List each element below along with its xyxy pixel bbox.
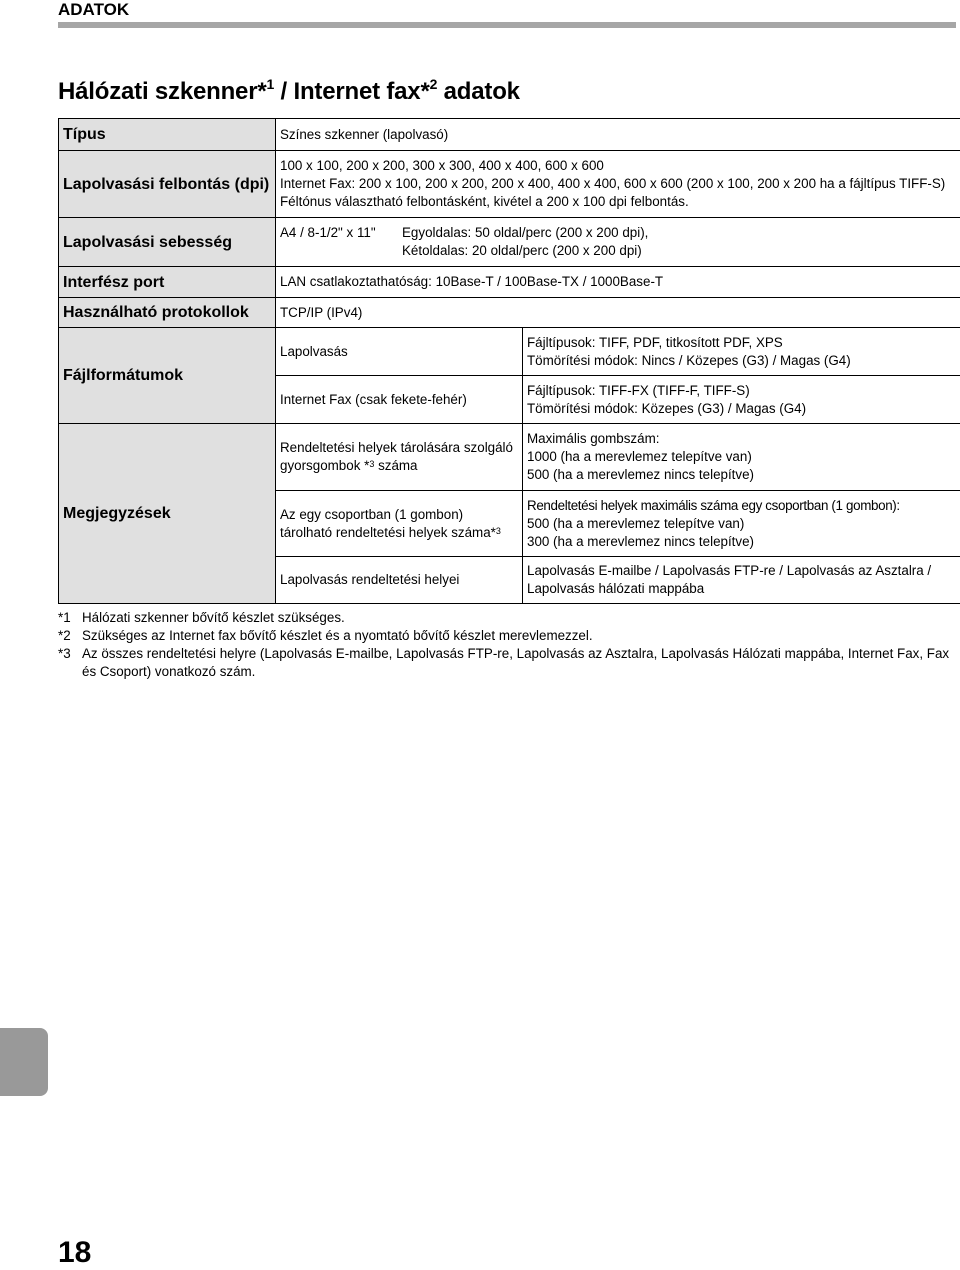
row-value: A4 / 8-1/2" x 11" Egyoldalas: 50 oldal/perc (200 x 200 dpi), Kétoldalas: 20 oldal/perc (200 x 200 dpi) bbox=[276, 218, 960, 267]
page-title: Hálózati szkenner*$^1$ / Internet fax*$^2$ adatok bbox=[58, 78, 520, 106]
sub-label: Internet Fax (csak fekete-fehér) bbox=[276, 376, 523, 424]
sub-label: Lapolvasás rendeltetési helyei bbox=[276, 557, 523, 604]
sub-label: Rendeltetési helyek tárolására szolgáló gyorsgombok *$^3$ száma bbox=[276, 424, 523, 491]
table-row bbox=[59, 298, 960, 328]
footnote: *3 Az összes rendeltetési helyre (Lapolvasás E-mailbe, Lapolvasás FTP-re, Lapolvasás az Asztalra, Lapolvasás Hálózati mappába, Internet Fax, Fax és Csoport) vonatkozó szám. bbox=[58, 645, 958, 681]
sub-value: Fájltípusok: TIFF, PDF, titkosított PDF, XPS Tömörítési módok: Nincs / Közepes (G3) / Magas (G4) bbox=[523, 328, 960, 376]
row-value: 100 x 100, 200 x 200, 300 x 300, 400 x 400, 600 x 600 Internet Fax: 200 x 100, 200 x 200, 200 x 400, 400 x 400, 600 x 600 (200 x 100, 200 x 200 ha a fájltípus TIFF-S) Féltónus választható felbontásként, kivétel a 200 x 100 dpi felbontás. bbox=[276, 151, 960, 218]
row-value: TCP/IP (IPv4) bbox=[276, 298, 960, 328]
table-row bbox=[59, 151, 960, 218]
sub-value: Fájltípusok: TIFF-FX (TIFF-F, TIFF-S) Tömörítési módok: Közepes (G3) / Magas (G4) bbox=[523, 376, 960, 424]
table-row bbox=[59, 424, 960, 491]
sub-value: Lapolvasás E-mailbe / Lapolvasás FTP-re / Lapolvasás az Asztalra / Lapolvasás hálózati mappába bbox=[523, 557, 960, 604]
sub-label: Lapolvasás bbox=[276, 328, 523, 376]
footnotes bbox=[58, 609, 958, 681]
row-value: LAN csatlakoztathatóság: 10Base-T / 100Base-TX / 1000Base-T bbox=[276, 267, 960, 298]
sub-value: Rendeltetési helyek maximális száma egy csoportban (1 gombon): 500 (ha a merevlemez telepítve van) 300 (ha a merevlemez nincs telepítve) bbox=[523, 491, 960, 557]
row-label: Használható protokollok bbox=[59, 298, 276, 328]
row-value: Színes szkenner (lapolvasó) bbox=[276, 119, 960, 151]
row-label: Lapolvasási sebesség bbox=[59, 218, 276, 267]
table-row bbox=[59, 328, 960, 376]
chapter-tab bbox=[0, 1028, 48, 1096]
sub-value: Maximális gombszám: 1000 (ha a merevlemez telepítve van) 500 (ha a merevlemez nincs telepítve) bbox=[523, 424, 960, 491]
section-header: ADATOK bbox=[58, 0, 129, 20]
footnote: *1 Hálózati szkenner bővítő készlet szükséges. bbox=[58, 609, 958, 627]
page-number: 18 bbox=[58, 1236, 91, 1270]
table-row bbox=[59, 267, 960, 298]
sub-label: Az egy csoportban (1 gombon) tárolható rendeltetési helyek száma*$^3$ bbox=[276, 491, 523, 557]
row-label: Fájlformátumok bbox=[59, 328, 276, 424]
header-rule bbox=[58, 22, 956, 28]
row-label: Megjegyzések bbox=[59, 424, 276, 604]
row-label: Típus bbox=[59, 119, 276, 151]
table-row bbox=[59, 218, 960, 267]
spec-table bbox=[58, 118, 960, 604]
row-label: Lapolvasási felbontás (dpi) bbox=[59, 151, 276, 218]
row-label: Interfész port bbox=[59, 267, 276, 298]
table-row bbox=[59, 119, 960, 151]
footnote: *2 Szükséges az Internet fax bővítő készlet és a nyomtató bővítő készlet merevlemezzel. bbox=[58, 627, 958, 645]
